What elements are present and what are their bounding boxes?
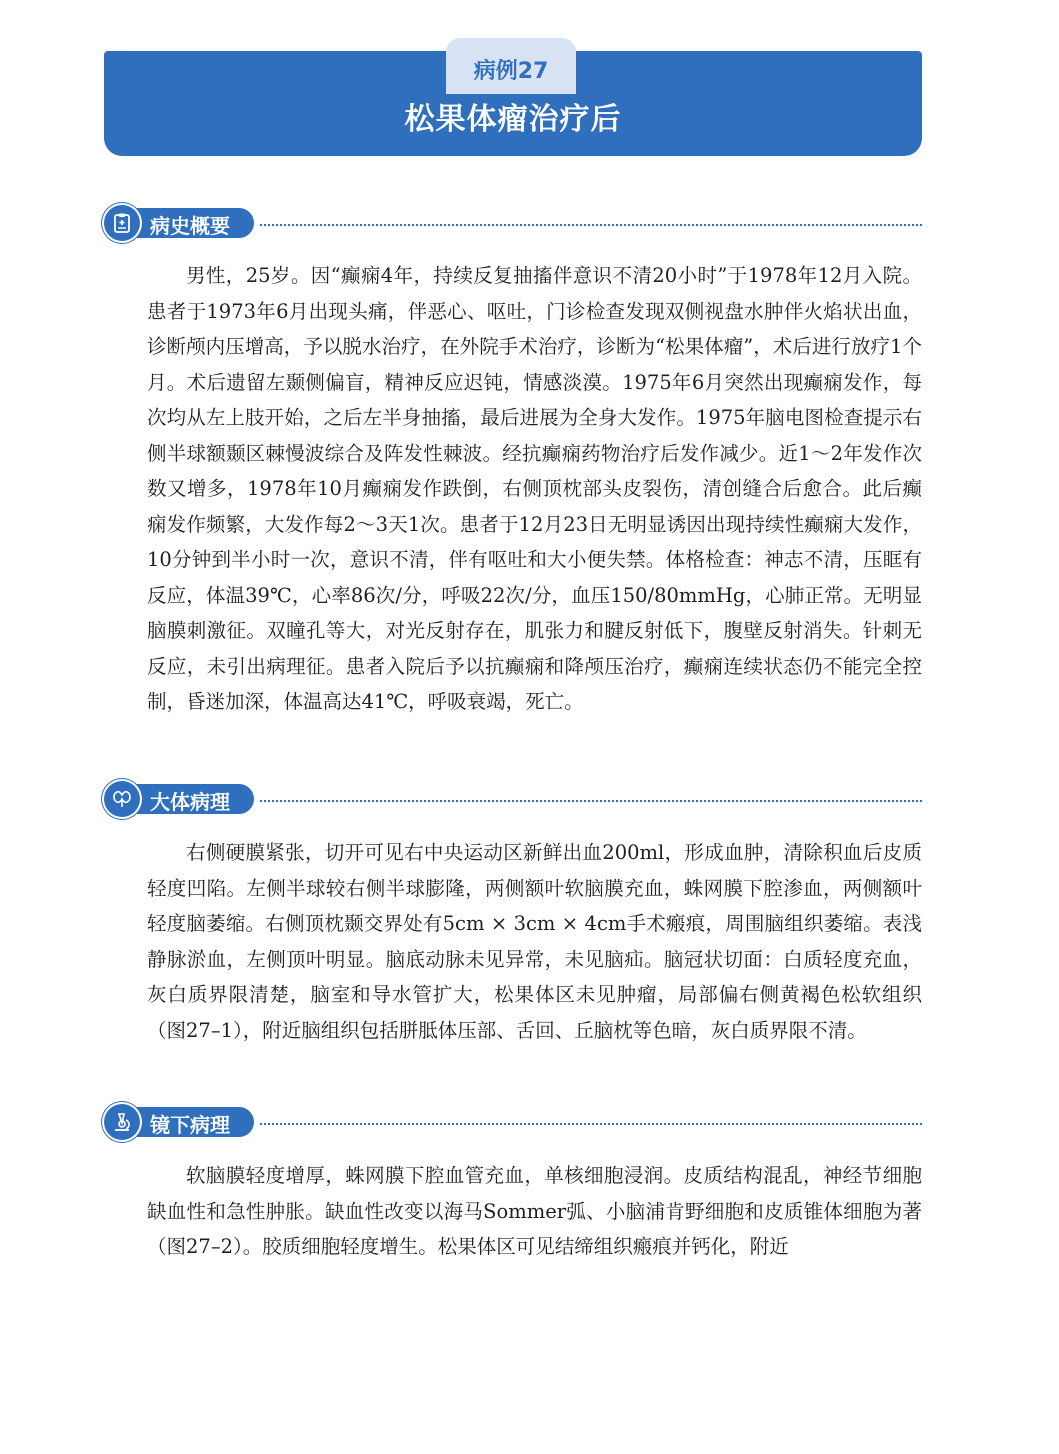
section-heading-history	[104, 205, 922, 241]
clipboard-icon	[104, 205, 140, 241]
case-title: 松果体瘤治疗后	[404, 102, 622, 137]
history-paragraph: 男性，25岁。因“癫痫4年，持续反复抽搐伴意识不清20小时”于1978年12月入院。患者于1973年6月出现头痛，伴恶心、呕吐，门诊检查发现双侧视盘水肿伴火焰状出血，诊断颅内压增高，予以脱水治疗，在外院手术治疗，诊断为“松果体瘤”，术后进行放疗1个月。术后遗留左颞侧偏盲，精神反应迟钝，情感淡漠。1975年6月突然出现癫痫发作，每次均从左上肢开始，之后左半身抽搐，最后进展为全身大发作。1975年脑电图检查提示右侧半球额颞区棘慢波综合及阵发性棘波。经抗癫痫药物治疗后发作减少。近1～2年发作次数又增多，1978年10月癫痫发作跌倒，右侧顶枕部头皮裂伤，清创缝合后愈合。此后癫痫发作频繁，大发作每2～3天1次。患者于12月23日无明显诱因出现持续性癫痫大发作，10分钟到半小时一次，意识不清，伴有呕吐和大小便失禁。体格检查：神志不清，压眶有反应，体温39℃，心率86次/分，呼吸22次/分，血压150/80mmHg，心肺正常。无明显脑膜刺激征。双瞳孔等大，对光反射存在，肌张力和腱反射低下，腹壁反射消失。针刺无反应，未引出病理征。患者入院后予以抗癫痫和降颅压治疗，癫痫连续状态仍不能完全控制，昏迷加深，体温高达41℃，呼吸衰竭，死亡。	[147, 264, 922, 713]
dotted-divider	[260, 224, 922, 226]
section-title: 镜下病理	[150, 1113, 230, 1137]
section-title: 大体病理	[150, 790, 230, 814]
microscope-icon	[104, 1104, 140, 1140]
section-title: 病史概要	[150, 214, 230, 238]
case-number-tab	[446, 38, 576, 94]
section-heading-gross-pathology	[104, 781, 922, 817]
microscopic-pathology-paragraph: 软脑膜轻度增厚，蛛网膜下腔血管充血，单核细胞浸润。皮质结构混乱，神经节细胞缺血性和急性肿胀。缺血性改变以海马Sommer弧、小脑浦肯野细胞和皮质锥体细胞为著（图27–2）。胶质细胞轻度增生。松果体区可见结缔组织瘢痕并钙化，附近	[147, 1164, 922, 1258]
gross-pathology-paragraph: 右侧硬膜紧张，切开可见右中央运动区新鲜出血200ml，形成血肿，清除积血后皮质轻度凹陷。左侧半球较右侧半球膨隆，两侧额叶软脑膜充血，蛛网膜下腔渗血，两侧额叶轻度脑萎缩。右侧顶枕颞交界处有5cm × 3cm × 4cm手术瘢痕，周围脑组织萎缩。表浅静脉淤血，左侧顶叶明显。脑底动脉未见异常，未见脑疝。脑冠状切面：白质轻度充血，灰白质界限清楚，脑室和导水管扩大，松果体区未见肿瘤，局部偏右侧黄褐色松软组织（图27–1），附近脑组织包括胼胝体压部、舌回、丘脑枕等色暗，灰白质界限不清。	[147, 841, 922, 1042]
dotted-divider	[260, 1123, 922, 1125]
case-number-label: 病例27	[473, 59, 549, 84]
section-heading-microscopic-pathology	[104, 1104, 922, 1140]
dotted-divider	[260, 800, 922, 802]
organ-icon	[104, 781, 140, 817]
